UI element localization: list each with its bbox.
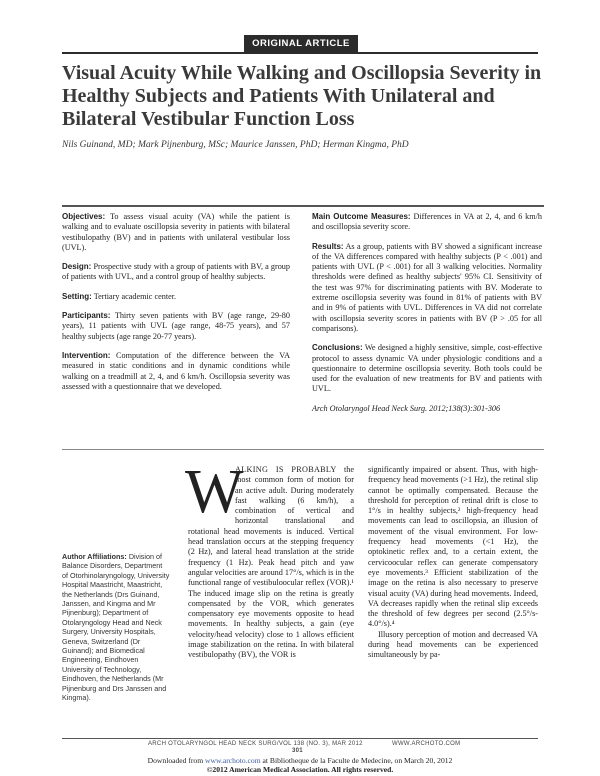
design-text: Prospective study with a group of patients with BV, a group of patients with UVL, and a control group of healthy subjects. bbox=[62, 262, 290, 282]
design-heading: Design: bbox=[62, 262, 92, 272]
abstract-design bbox=[62, 262, 290, 283]
setting-text: Tertiary academic center. bbox=[93, 291, 177, 301]
results-heading: Results: bbox=[312, 241, 344, 251]
author-list: Nils Guinand, MD; Mark Pijnenburg, MSc; Maurice Janssen, PhD; Herman Kingma, PhD bbox=[62, 140, 409, 150]
abstract-objectives bbox=[62, 212, 290, 253]
outcome-heading: Main Outcome Measures: bbox=[312, 212, 411, 221]
participants-heading: Participants: bbox=[62, 311, 111, 321]
journal-footer: ARCH OTOLARYNGOL HEAD NECK SURG/VOL 138 (NO. 3), MAR 2012 bbox=[148, 741, 363, 747]
article-type-badge: ORIGINAL ARTICLE bbox=[244, 35, 358, 52]
intervention-text: Computation of the difference between the VA measured in static conditions and in dynamic conditions while walking on a treadmill at 2, 4, and 6 km/h. Oscillopsia severity was assessed with a questionnaire that we developed. bbox=[62, 350, 290, 391]
affiliations-heading: Author Affiliations: bbox=[62, 552, 127, 561]
objectives-text: To assess visual acuity (VA) while the patient is walking and to evaluate oscillopsia severity in patients with bilateral vestibulopathy (BV) and in patients with unilateral vestibular loss (UVL). bbox=[62, 212, 290, 252]
intervention-heading: Intervention: bbox=[62, 350, 111, 360]
lead-in: ALKING IS PROBABLY bbox=[235, 465, 337, 474]
download-prefix: Downloaded from bbox=[147, 756, 204, 765]
paragraph-illusory-motion: Illusory perception of motion and decreased VA during head movements can be experienced simultaneously by pa- bbox=[368, 629, 538, 660]
download-notice bbox=[0, 756, 600, 765]
abstract-results bbox=[312, 242, 542, 335]
abstract-outcome bbox=[312, 212, 542, 233]
download-suffix: at Bibliotheque de la Faculte de Medecine, on March 20, 2012 bbox=[262, 756, 453, 765]
abstract-setting bbox=[62, 292, 290, 302]
article-title: Visual Acuity While Walking and Oscillopsia Severity in Healthy Subjects and Patients With Unilateral and Bilateral Vestibular Function Loss bbox=[62, 62, 542, 130]
page-number: 301 bbox=[292, 748, 303, 754]
abstract-participants bbox=[62, 311, 290, 342]
author-affiliations bbox=[62, 552, 170, 703]
drop-cap: W bbox=[185, 458, 244, 526]
conclusions-text: We designed a highly sensitive, simple, cost-effective protocol to assess dynamic VA under physiologic conditions and a questionnaire to determine oscillopsia severity. Both tools could be used for the evaluation of new treatments for BV and patients with UVL. bbox=[312, 343, 542, 394]
download-link[interactable]: www.archoto.com bbox=[205, 756, 261, 765]
intro-text: the most common form of motion for an active adult. During moderately fast walking (6 km/h), a combination of vertical and horizontal translational and rotational head movements is induced. Vertical head translation occurs at the stepping frequency (2 Hz), and lateral head translation at the stride frequency (1 Hz). Peak head pitch and yaw angular velocities are around 17°/s, which is in the functional range of vestibuloocular reflex (VOR).¹ The induced image slip on the retina is greatly compensated by the VOR, which generates compensatory eye movements opposite to head movements. In healthy subjects, a gain (eye velocity/head velocity) close to 1 allows efficient image stabilization on the retina. In with bilateral vestibulopathy (BV), the VOR is bbox=[188, 465, 354, 660]
objectives-heading: Objectives: bbox=[62, 212, 106, 221]
body-column-1 bbox=[185, 458, 354, 661]
header-rule bbox=[62, 52, 538, 54]
participants-text: Thirty seven patients with BV (age range, 29-80 years), 11 patients with UVL (age range, 48-75 years), and 57 healthy subjects (age range 20-77 years). bbox=[62, 311, 290, 341]
journal-website[interactable]: WWW.ARCHOTO.COM bbox=[392, 741, 461, 747]
citation: Arch Otolaryngol Head Neck Surg. 2012;138(3):301-306 bbox=[312, 403, 501, 413]
outcome-text: Differences in VA at 2, 4, and 6 km/h and oscillopsia severity score. bbox=[312, 212, 542, 232]
paragraph-retinal-slip: significantly impaired or absent. Thus, with high-frequency head movements (>1 Hz), the retinal slip cannot be optimally compensated. Because the threshold for perception of retinal drift is close to 1°/s in healthy subjects,² high-frequency head movements can lead to oscillopsia, an illusion of movement of the visual environment. For low-frequency head movements (<1 Hz), the optokinetic reflex and, to a certain extent, the cervicoocular reflex can generate compensatory eye movements.³ Efficient stabilization of the image on the retina is also necessary to preserve visual acuity (VA) during head movements. Indeed, VA decreases rapidly when the retinal slip exceeds the threshold of few degrees per second (2.5°/s-4.0°/s).⁴ bbox=[368, 465, 538, 629]
abstract-conclusions bbox=[312, 343, 542, 394]
abstract-left-column bbox=[62, 212, 290, 401]
affiliations-text: Division of Balance Disorders, Department of Otorhinolaryngology, University Hospital Maastricht, Maastricht, the Netherlands (Drs Guinand, Janssen, and Kingma and Mr Pijnenburg); Department of Otolaryngology Head and Neck Surgery, University Hospitals, Geneva, Switzerland (Dr Guinand); and Biomedical Engineering, Eindhoven University of Technology, Eindhoven, the Netherlands (Mr Pijnenburg and Drs Janssen and Kingma). bbox=[62, 552, 170, 703]
abstract-intervention bbox=[62, 351, 290, 392]
abstract-right-column bbox=[312, 212, 542, 423]
conclusions-heading: Conclusions: bbox=[312, 343, 363, 353]
footer-rule bbox=[62, 738, 538, 739]
setting-heading: Setting: bbox=[62, 291, 92, 301]
copyright-notice: ©2012 American Medical Association. All rights reserved. bbox=[206, 765, 394, 774]
results-text: As a group, patients with BV showed a significant increase of the VA differences compared with healthy subjects (P < .001) and patients with UVL (P < .001) for all 3 walking velocities. Normality thresholds were defined as healthy subjects' 95% CI. Sensitivity of the test was 97% for discriminating patients with BV. Moderate to extreme oscillopsia severity was found in 81% of patients with BV and in 9% of patients with UVL. Differences in VA did not correlate with oscillopsia severity scores in patients with BV (P > .05 for all comparisons). bbox=[312, 241, 542, 333]
body-column-2 bbox=[368, 465, 538, 661]
intro-paragraph bbox=[185, 458, 354, 661]
